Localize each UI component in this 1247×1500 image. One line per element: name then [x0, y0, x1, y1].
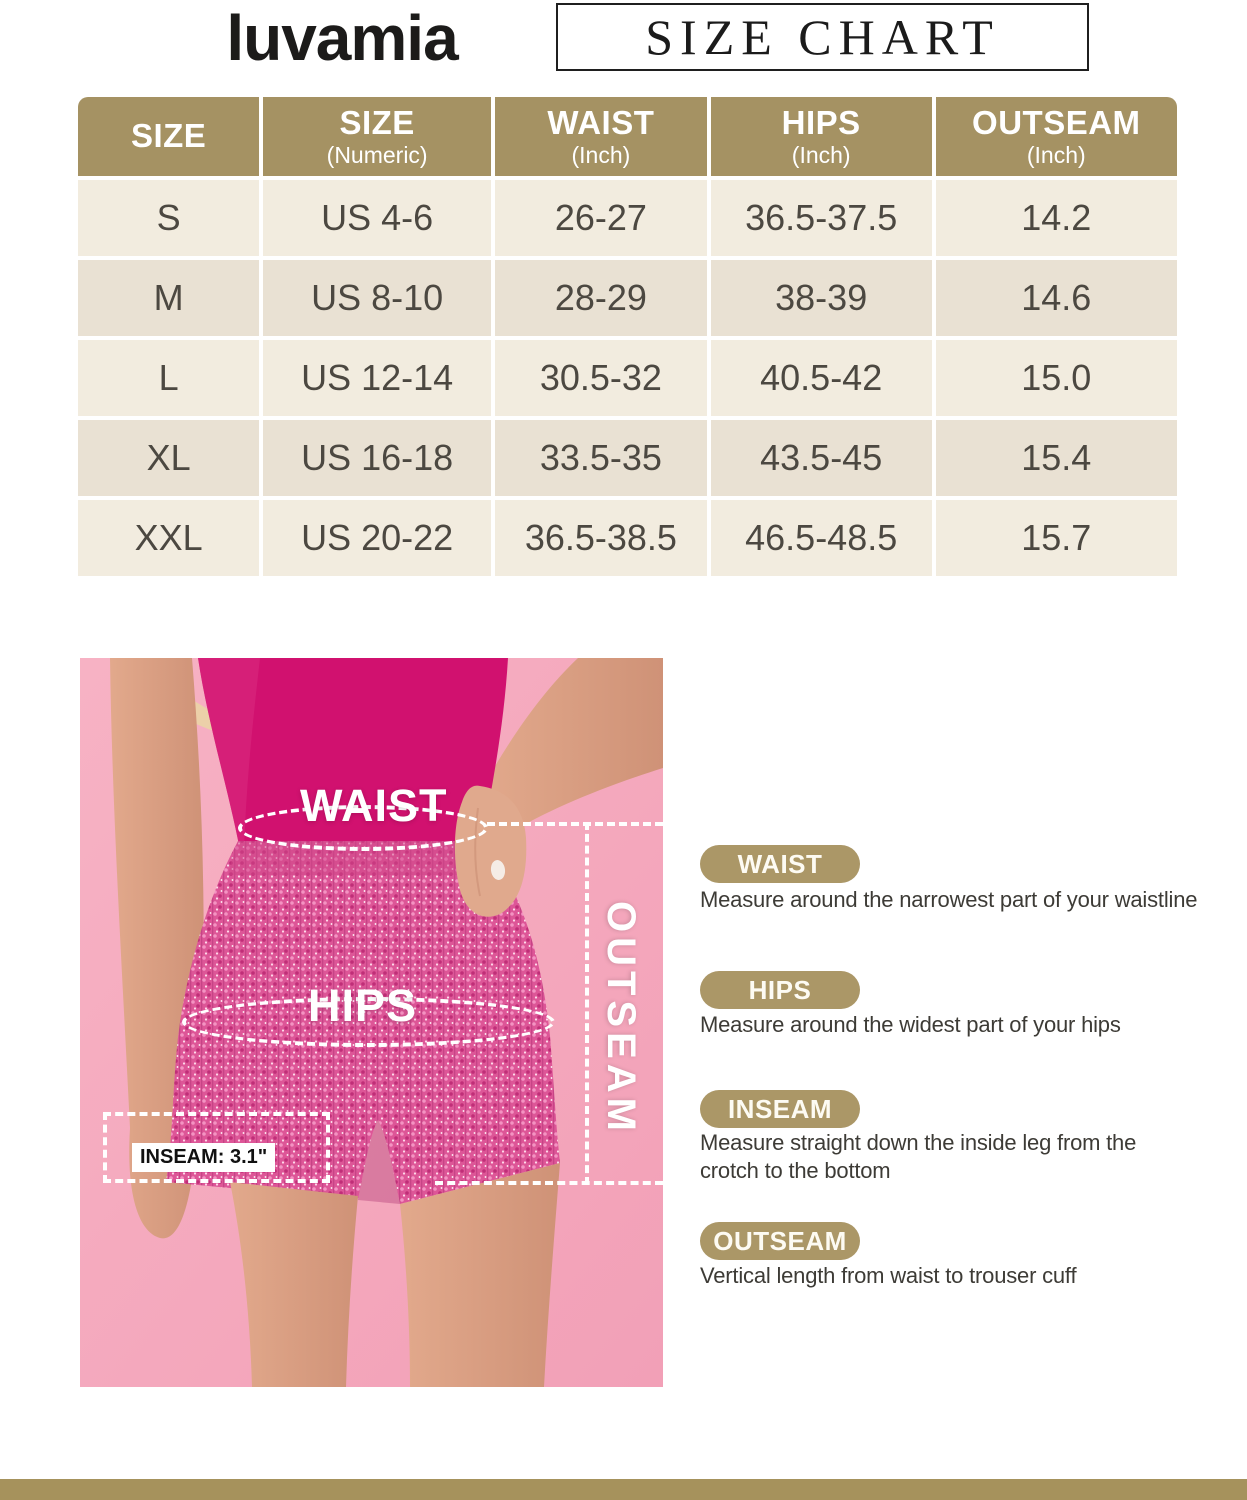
col-header-size — [78, 97, 259, 176]
outseam-dashed-line — [585, 822, 589, 1185]
measurement-photo — [80, 658, 663, 1387]
cell-waist-xxl: 36.5-38.5 — [495, 500, 707, 576]
hips-diagram-label: HIPS — [308, 980, 418, 1031]
col-header-label: HIPS — [781, 103, 861, 141]
inseam-guide-badge: INSEAM — [700, 1090, 860, 1128]
col-header-label: SIZE — [130, 117, 207, 155]
cell-hips-s: 36.5-37.5 — [711, 180, 932, 256]
cell-waist-m: 28-29 — [495, 260, 707, 336]
cell-hips-l: 40.5-42 — [711, 340, 932, 416]
cell-hips-xl: 43.5-45 — [711, 420, 932, 496]
outseam-bottom-dashed-line — [435, 1181, 663, 1185]
size-table — [78, 97, 1177, 576]
cell-numeric-s: US 4-6 — [263, 180, 491, 256]
col-header-label: OUTSEAM — [972, 103, 1141, 141]
cell-numeric-m: US 8-10 — [263, 260, 491, 336]
waist-diagram-label: WAIST — [300, 780, 448, 831]
cell-numeric-xl: US 16-18 — [263, 420, 491, 496]
cell-outseam-s: 14.2 — [936, 180, 1177, 256]
col-header-label: WAIST — [547, 103, 655, 141]
hips-guide-badge: HIPS — [700, 971, 860, 1009]
cell-hips-xxl: 46.5-48.5 — [711, 500, 932, 576]
cell-outseam-xxl: 15.7 — [936, 500, 1177, 576]
col-header-sub: (Inch) — [791, 142, 851, 169]
cell-outseam-l: 15.0 — [936, 340, 1177, 416]
col-header-outseam — [936, 97, 1177, 176]
hips-guide-text: Measure around the widest part of your hips — [700, 1012, 1121, 1037]
cell-numeric-l: US 12-14 — [263, 340, 491, 416]
col-header-sub: (Inch) — [571, 142, 631, 169]
cell-size-l: L — [78, 340, 259, 416]
waist-guide-badge: WAIST — [700, 845, 860, 883]
inseam-guide-text: Measure straight down the inside leg from the crotch to the bottom — [700, 1130, 1137, 1183]
cell-size-m: M — [78, 260, 259, 336]
cell-waist-xl: 33.5-35 — [495, 420, 707, 496]
inseam-diagram-label: INSEAM: 3.1" — [132, 1143, 275, 1172]
cell-hips-m: 38-39 — [711, 260, 932, 336]
cell-outseam-xl: 15.4 — [936, 420, 1177, 496]
cell-numeric-xxl: US 20-22 — [263, 500, 491, 576]
bottom-accent-bar — [0, 1479, 1247, 1500]
size-chart-title: SIZE CHART — [645, 9, 1000, 65]
col-header-sub: (Inch) — [1026, 142, 1086, 169]
cell-size-xxl: XXL — [78, 500, 259, 576]
outseam-diagram-label: OUTSEAM — [599, 901, 643, 1136]
col-header-size-numeric — [263, 97, 491, 176]
cell-outseam-m: 14.6 — [936, 260, 1177, 336]
outseam-guide-badge: OUTSEAM — [700, 1222, 860, 1260]
col-header-hips — [711, 97, 932, 176]
brand-logo: luvamia — [226, 2, 458, 74]
waist-guide-text: Measure around the narrowest part of your waistline — [700, 887, 1198, 912]
size-chart-title-box — [556, 3, 1089, 71]
cell-waist-s: 26-27 — [495, 180, 707, 256]
cell-size-xl: XL — [78, 420, 259, 496]
col-header-label: SIZE — [339, 103, 415, 141]
cell-waist-l: 30.5-32 — [495, 340, 707, 416]
cell-size-s: S — [78, 180, 259, 256]
waist-level-dashed-line — [487, 822, 663, 826]
col-header-sub: (Numeric) — [326, 142, 428, 169]
outseam-guide-text: Vertical length from waist to trouser cuff — [700, 1263, 1077, 1288]
col-header-waist — [495, 97, 707, 176]
